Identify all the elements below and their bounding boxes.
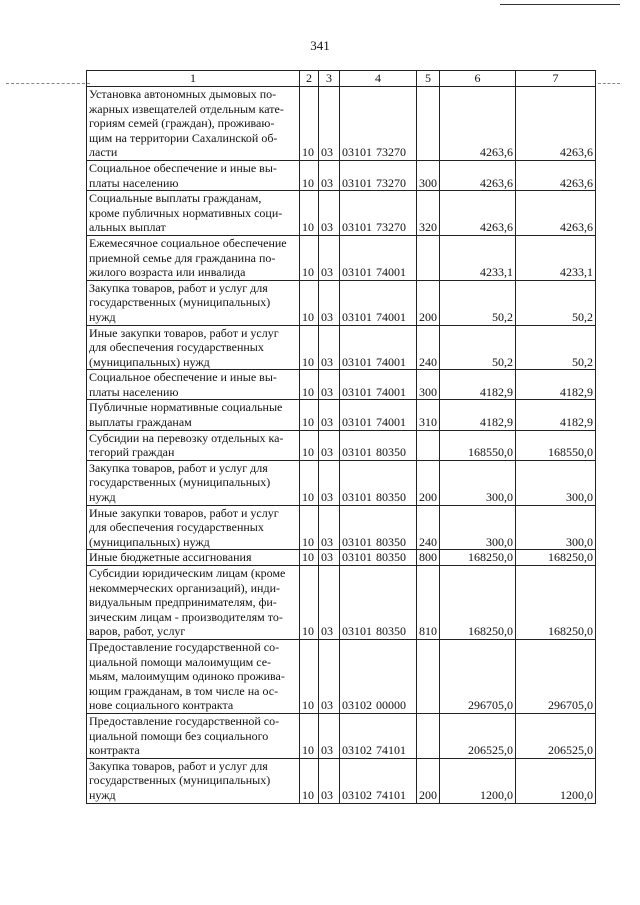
target-article-cell [340, 280, 417, 325]
table-row [87, 325, 596, 370]
target-article-program: 03101 [342, 175, 372, 190]
subsection-code-cell: 03 [319, 191, 340, 236]
expense-type-cell [417, 639, 440, 713]
row-name-line: (муниципальных) нужд [89, 534, 210, 549]
amount-total-cell: 296705,0 [516, 639, 596, 713]
row-name-cell [87, 325, 300, 370]
target-article-direction: 73270 [376, 175, 406, 190]
table-row [87, 758, 596, 803]
row-name-line: Ежемесячное социальное обеспечение [89, 235, 287, 250]
expense-type-cell: 310 [417, 400, 440, 430]
row-name-cell [87, 550, 300, 566]
section-code-cell: 10 [300, 639, 319, 713]
target-article-program: 03101 [342, 145, 372, 160]
header-cell: 4 [340, 71, 417, 87]
amount-total-cell: 4182,9 [516, 400, 596, 430]
budget-table [86, 70, 596, 804]
header-cell: 5 [417, 71, 440, 87]
row-name-line: приемной семье для гражданина по- [89, 250, 276, 265]
row-name-line: Иные закупки товаров, работ и услуг [89, 325, 279, 340]
expense-type-cell: 320 [417, 191, 440, 236]
row-name-line: мьям, малоимущим одиноко прожива- [89, 669, 285, 684]
target-article-direction: 74101 [376, 787, 406, 802]
amount-total-cell: 168250,0 [516, 566, 596, 640]
target-article-program: 03101 [342, 265, 372, 280]
section-code-cell: 10 [300, 280, 319, 325]
row-name-line: для обеспечения государственных [89, 340, 264, 355]
section-code-cell: 10 [300, 160, 319, 190]
row-name-line: Социальное обеспечение и иные вы- [89, 160, 277, 175]
section-code-cell: 10 [300, 758, 319, 803]
table-row [87, 191, 596, 236]
row-name-cell [87, 758, 300, 803]
amount-total-cell: 300,0 [516, 505, 596, 550]
subsection-code-cell: 03 [319, 639, 340, 713]
subsection-code-cell: 03 [319, 325, 340, 370]
target-article-cell [340, 400, 417, 430]
row-name-line: для обеспечения государственных [89, 520, 264, 535]
subsection-code-cell: 03 [319, 713, 340, 758]
table-row [87, 566, 596, 640]
row-name-line: государственных (муниципальных) [89, 475, 271, 490]
target-article-program: 03102 [342, 698, 372, 713]
expense-type-cell: 800 [417, 550, 440, 566]
scan-artifact-right [598, 83, 620, 84]
amount-total-cell: 168550,0 [516, 430, 596, 460]
amount-total-cell: 1200,0 [516, 758, 596, 803]
subsection-code-cell: 03 [319, 460, 340, 505]
row-name-cell [87, 191, 300, 236]
row-name-line: щим на территории Сахалинской об- [89, 130, 278, 145]
section-code-cell: 10 [300, 460, 319, 505]
row-name-line: альных выплат [89, 220, 166, 235]
row-name-line: выплаты гражданам [89, 415, 192, 430]
target-article-program: 03101 [342, 354, 372, 369]
header-cell: 2 [300, 71, 319, 87]
table-row [87, 280, 596, 325]
target-article-program: 03101 [342, 445, 372, 460]
target-article-program: 03101 [342, 490, 372, 505]
row-name-cell [87, 566, 300, 640]
row-name-line: нужд [89, 309, 116, 324]
row-name-line: нужд [89, 490, 116, 505]
target-article-direction: 74001 [376, 265, 406, 280]
amount-cell: 206525,0 [440, 713, 516, 758]
row-name-line: нове социального контракта [89, 698, 234, 713]
row-name-line: государственных (муниципальных) [89, 773, 271, 788]
expense-type-cell: 240 [417, 505, 440, 550]
subsection-code-cell: 03 [319, 235, 340, 280]
header-cell: 6 [440, 71, 516, 87]
section-code-cell: 10 [300, 566, 319, 640]
row-name-line: Социальные выплаты гражданам, [89, 191, 262, 206]
row-name-line: гориям семей (граждан), проживаю- [89, 116, 275, 131]
row-name-cell [87, 505, 300, 550]
amount-cell: 296705,0 [440, 639, 516, 713]
row-name-line: Закупка товаров, работ и услуг для [89, 758, 268, 773]
expense-type-cell [417, 430, 440, 460]
target-article-program: 03101 [342, 415, 372, 430]
amount-cell: 4182,9 [440, 370, 516, 400]
amount-total-cell: 168250,0 [516, 550, 596, 566]
row-name-line: варов, работ, услуг [89, 624, 186, 639]
row-name-line: ющим гражданам, в том числе на ос- [89, 683, 279, 698]
section-code-cell: 10 [300, 713, 319, 758]
row-name-line: Установка автономных дымовых по- [89, 87, 277, 101]
amount-total-cell: 50,2 [516, 280, 596, 325]
row-name-line: жарных извещателей отдельным кате- [89, 101, 284, 116]
section-code-cell: 10 [300, 505, 319, 550]
row-name-line: циальной помощи малоимущим се- [89, 654, 272, 669]
subsection-code-cell: 03 [319, 400, 340, 430]
subsection-code-cell: 03 [319, 550, 340, 566]
section-code-cell: 10 [300, 191, 319, 236]
amount-total-cell: 206525,0 [516, 713, 596, 758]
amount-total-cell: 4263,6 [516, 87, 596, 161]
table-row [87, 550, 596, 566]
top-rule [500, 4, 620, 5]
target-article-cell [340, 430, 417, 460]
header-cell: 1 [87, 71, 300, 87]
amount-cell: 50,2 [440, 325, 516, 370]
target-article-cell [340, 370, 417, 400]
section-code-cell: 10 [300, 87, 319, 161]
target-article-direction: 74001 [376, 384, 406, 399]
table-row [87, 713, 596, 758]
target-article-direction: 74001 [376, 354, 406, 369]
section-code-cell: 10 [300, 550, 319, 566]
expense-type-cell: 240 [417, 325, 440, 370]
target-article-program: 03101 [342, 220, 372, 235]
amount-total-cell: 4233,1 [516, 235, 596, 280]
target-article-cell [340, 160, 417, 190]
amount-cell: 300,0 [440, 505, 516, 550]
target-article-cell [340, 713, 417, 758]
amount-total-cell: 50,2 [516, 325, 596, 370]
target-article-cell [340, 325, 417, 370]
expense-type-cell: 300 [417, 370, 440, 400]
row-name-line: Субсидии юридическим лицам (кроме [89, 566, 286, 580]
row-name-line: Закупка товаров, работ и услуг для [89, 460, 268, 475]
table-row [87, 460, 596, 505]
target-article-direction: 80350 [376, 550, 406, 565]
row-name-line: Субсидии на перевозку отдельных ка- [89, 430, 284, 445]
row-name-cell [87, 460, 300, 505]
row-name-cell [87, 430, 300, 460]
row-name-line: жилого возраста или инвалида [89, 265, 246, 280]
amount-cell: 4182,9 [440, 400, 516, 430]
table-row [87, 400, 596, 430]
target-article-cell [340, 758, 417, 803]
section-code-cell: 10 [300, 400, 319, 430]
target-article-direction: 74001 [376, 309, 406, 324]
amount-cell: 300,0 [440, 460, 516, 505]
subsection-code-cell: 03 [319, 160, 340, 190]
amount-total-cell: 300,0 [516, 460, 596, 505]
amount-cell: 4263,6 [440, 191, 516, 236]
row-name-line: тегорий граждан [89, 445, 175, 460]
table-header-row [87, 71, 596, 87]
expense-type-cell [417, 87, 440, 161]
target-article-direction: 00000 [376, 698, 406, 713]
expense-type-cell: 200 [417, 280, 440, 325]
target-article-program: 03101 [342, 384, 372, 399]
row-name-line: Социальное обеспечение и иные вы- [89, 370, 277, 385]
target-article-cell [340, 235, 417, 280]
section-code-cell: 10 [300, 325, 319, 370]
row-name-line: государственных (муниципальных) [89, 295, 271, 310]
target-article-cell [340, 566, 417, 640]
subsection-code-cell: 03 [319, 758, 340, 803]
row-name-line: Предоставление государственной со- [89, 639, 280, 654]
target-article-cell [340, 87, 417, 161]
row-name-line: Закупка товаров, работ и услуг для [89, 280, 268, 295]
row-name-line: нужд [89, 787, 116, 802]
row-name-cell [87, 713, 300, 758]
row-name-line: платы населению [89, 175, 179, 190]
row-name-line: контракта [89, 743, 140, 758]
amount-total-cell: 4263,6 [516, 191, 596, 236]
row-name-cell [87, 639, 300, 713]
amount-cell: 4263,6 [440, 160, 516, 190]
subsection-code-cell: 03 [319, 566, 340, 640]
target-article-direction: 80350 [376, 534, 406, 549]
target-article-program: 03101 [342, 309, 372, 324]
amount-cell: 168250,0 [440, 550, 516, 566]
row-name-line: циальной помощи без социального [89, 728, 269, 743]
subsection-code-cell: 03 [319, 430, 340, 460]
table-row [87, 505, 596, 550]
target-article-direction: 80350 [376, 624, 406, 639]
scan-artifact-left [6, 83, 90, 84]
target-article-cell [340, 505, 417, 550]
row-name-line: ласти [89, 145, 118, 160]
row-name-line: Публичные нормативные социальные [89, 400, 283, 415]
row-name-cell [87, 160, 300, 190]
table-row [87, 235, 596, 280]
subsection-code-cell: 03 [319, 280, 340, 325]
section-code-cell: 10 [300, 430, 319, 460]
page-number: 341 [310, 38, 330, 53]
row-name-cell [87, 280, 300, 325]
row-name-line: некоммерческих организаций), инди- [89, 580, 280, 595]
table-row [87, 430, 596, 460]
target-article-direction: 73270 [376, 145, 406, 160]
amount-cell: 1200,0 [440, 758, 516, 803]
target-article-direction: 80350 [376, 445, 406, 460]
row-name-cell [87, 370, 300, 400]
amount-cell: 50,2 [440, 280, 516, 325]
target-article-program: 03101 [342, 550, 372, 565]
amount-cell: 168550,0 [440, 430, 516, 460]
expense-type-cell [417, 235, 440, 280]
header-cell: 3 [319, 71, 340, 87]
section-code-cell: 10 [300, 370, 319, 400]
target-article-cell [340, 460, 417, 505]
expense-type-cell: 810 [417, 566, 440, 640]
amount-total-cell: 4263,6 [516, 160, 596, 190]
target-article-direction: 74101 [376, 743, 406, 758]
target-article-direction: 80350 [376, 490, 406, 505]
header-cell: 7 [516, 71, 596, 87]
amount-total-cell: 4182,9 [516, 370, 596, 400]
row-name-line: кроме публичных нормативных соци- [89, 205, 283, 220]
expense-type-cell: 200 [417, 460, 440, 505]
target-article-cell [340, 550, 417, 566]
target-article-direction: 74001 [376, 415, 406, 430]
target-article-direction: 73270 [376, 220, 406, 235]
table-row [87, 87, 596, 161]
row-name-line: видуальным предпринимателям, фи- [89, 595, 277, 610]
table-row [87, 160, 596, 190]
target-article-program: 03102 [342, 743, 372, 758]
row-name-cell [87, 87, 300, 161]
target-article-cell [340, 639, 417, 713]
expense-type-cell [417, 713, 440, 758]
table-row [87, 639, 596, 713]
row-name-line: Иные бюджетные ассигнования [89, 550, 252, 565]
target-article-program: 03101 [342, 624, 372, 639]
expense-type-cell: 300 [417, 160, 440, 190]
amount-cell: 4233,1 [440, 235, 516, 280]
row-name-line: зическим лицам - производителям то- [89, 609, 283, 624]
row-name-line: (муниципальных) нужд [89, 354, 210, 369]
row-name-line: Иные закупки товаров, работ и услуг [89, 505, 279, 520]
target-article-program: 03102 [342, 787, 372, 802]
section-code-cell: 10 [300, 235, 319, 280]
subsection-code-cell: 03 [319, 370, 340, 400]
amount-cell: 4263,6 [440, 87, 516, 161]
row-name-line: платы населению [89, 384, 179, 399]
row-name-line: Предоставление государственной со- [89, 713, 280, 728]
subsection-code-cell: 03 [319, 87, 340, 161]
expense-type-cell: 200 [417, 758, 440, 803]
target-article-cell [340, 191, 417, 236]
row-name-cell [87, 400, 300, 430]
target-article-program: 03101 [342, 534, 372, 549]
table-row [87, 370, 596, 400]
subsection-code-cell: 03 [319, 505, 340, 550]
amount-cell: 168250,0 [440, 566, 516, 640]
row-name-cell [87, 235, 300, 280]
